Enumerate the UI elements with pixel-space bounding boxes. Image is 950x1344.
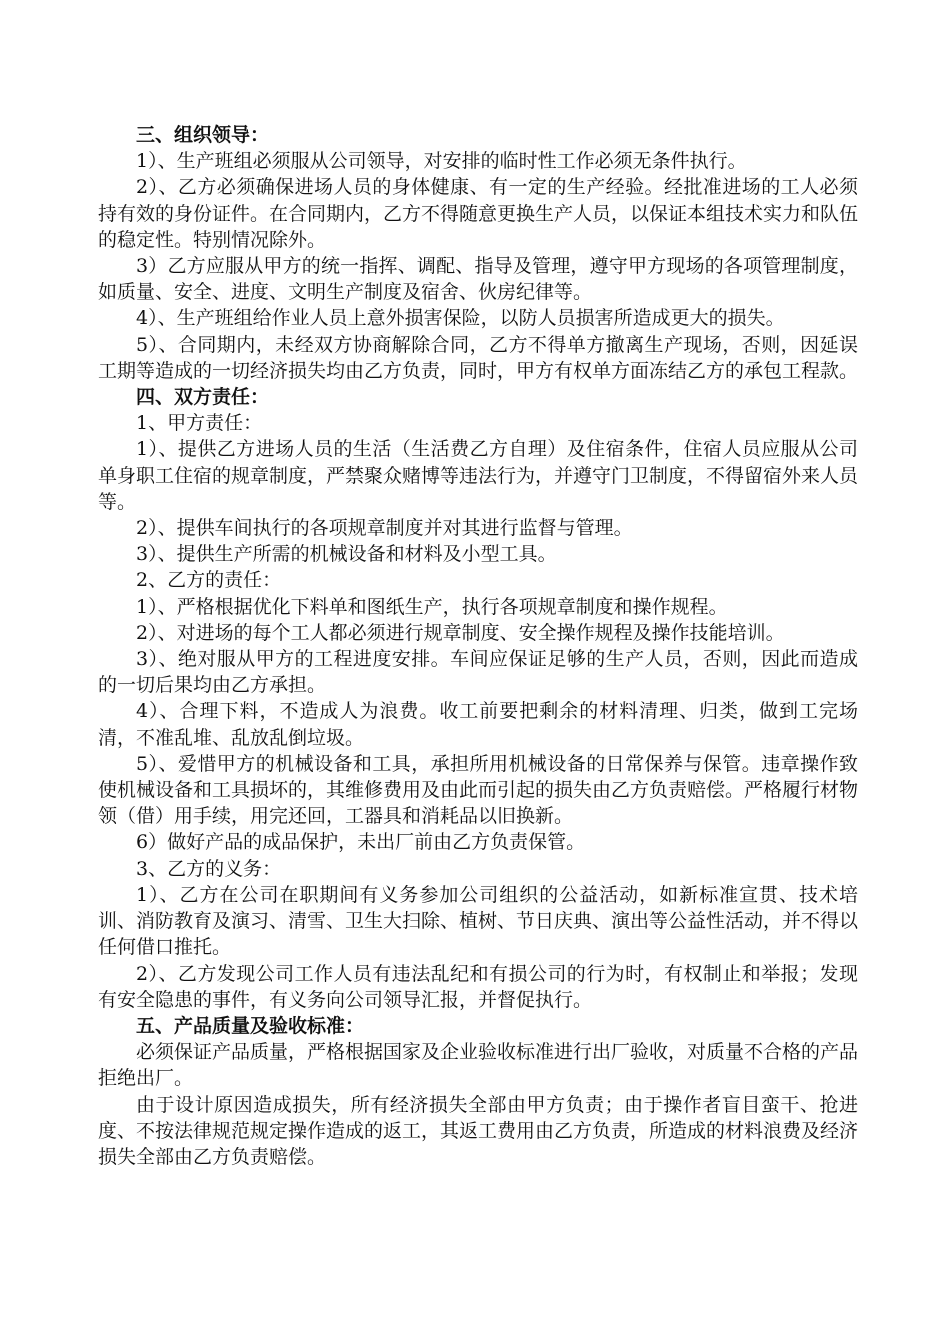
paragraph: 2、乙方的责任：: [136, 569, 282, 592]
paragraph: 2）、提供车间执行的各项规章制度并对其进行监督与管理。: [136, 517, 633, 540]
paragraph: 4）、生产班组给作业人员上意外损害保险，以防人员损害所造成更大的损失。: [136, 307, 785, 330]
paragraph: 1、甲方责任：: [136, 412, 263, 435]
paragraph: 必须保证产品质量，严格根据国家及企业验收标准进行出厂验收，对质量不合格的产品拒绝出厂。: [98, 1041, 859, 1090]
paragraph: 3、乙方的义务：: [136, 857, 282, 880]
paragraph: 2）、乙方发现公司工作人员有违法乱纪和有损公司的行为时，有权制止和举报；发现有安全隐患的事件，有义务向公司领导汇报，并督促执行。: [98, 962, 858, 1011]
paragraph: 5）、合同期内，未经双方协商解除合同，乙方不得单方撤离生产现场，否则，因延误工期等造成的一切经济损失均由乙方负责，同时，甲方有权单方面冻结乙方的承包工程款。: [98, 333, 859, 382]
paragraph: 3）、提供生产所需的机械设备和材料及小型工具。: [136, 543, 557, 566]
paragraph: 4）、合理下料，不造成人为浪费。收工前要把剩余的材料清理、归类，做到工完场清，不准乱堆、乱放乱倒垃圾。: [98, 700, 858, 749]
document-page: [98, 122, 858, 1170]
paragraph: 1）、严格根据优化下料单和图纸生产，执行各项规章制度和操作规程。: [136, 595, 728, 618]
paragraph: 1）、生产班组必须服从公司领导，对安排的临时性工作必须无条件执行。: [136, 150, 747, 173]
section-heading-quality: 五、产品质量及验收标准：: [136, 1014, 365, 1037]
paragraph: 2）、对进场的每个工人都必须进行规章制度、安全操作规程及操作技能培训。: [136, 621, 785, 644]
paragraph: 由于设计原因造成损失，所有经济损失全部由甲方负责；由于操作者盲目蛮干、抢进度、不按法律规范规定操作造成的返工，其返工费用由乙方负责，所造成的材料浪费及经济损失全部由乙方负责赔偿。: [98, 1093, 859, 1168]
paragraph: 2）、乙方必须确保进场人员的身体健康、有一定的生产经验。经批准进场的工人必须持有效的身份证件。在合同期内，乙方不得随意更换生产人员，以保证本组技术实力和队伍的稳定性。特别情况除外。: [98, 176, 859, 251]
section-heading-responsibilities: 四、双方责任：: [136, 386, 270, 409]
paragraph: 3）、绝对服从甲方的工程进度安排。车间应保证足够的生产人员，否则，因此而造成的一切后果均由乙方承担。: [98, 648, 858, 697]
paragraph: 6）做好产品的成品保护，未出厂前由乙方负责保管。: [136, 831, 586, 854]
paragraph: 1）、乙方在公司在职期间有义务参加公司组织的公益活动，如新标准宣贯、技术培训、消防教育及演习、清雪、卫生大扫除、植树、节日庆典、演出等公益性活动，并不得以任何借口推托。: [98, 883, 859, 959]
paragraph: 5）、爱惜甲方的机械设备和工具，承担所用机械设备的日常保养与保管。违章操作致使机械设备和工具损坏的，其维修费用及由此而引起的损失由乙方负责赔偿。严格履行材物领（借）用手续，用完还回，工器具和消耗品以旧换新。: [98, 752, 859, 828]
section-heading-organization: 三、组织领导：: [136, 124, 270, 146]
paragraph: 1）、提供乙方进场人员的生活（生活费乙方自理）及住宿条件，住宿人员应服从公司单身职工住宿的规章制度，严禁聚众赌博等违法行为，并遵守门卫制度，不得留宿外来人员等。: [98, 438, 859, 513]
paragraph: 3）乙方应服从甲方的统一指挥、调配、指导及管理，遵守甲方现场的各项管理制度，如质量、安全、进度、文明生产制度及宿舍、伙房纪律等。: [98, 255, 858, 304]
